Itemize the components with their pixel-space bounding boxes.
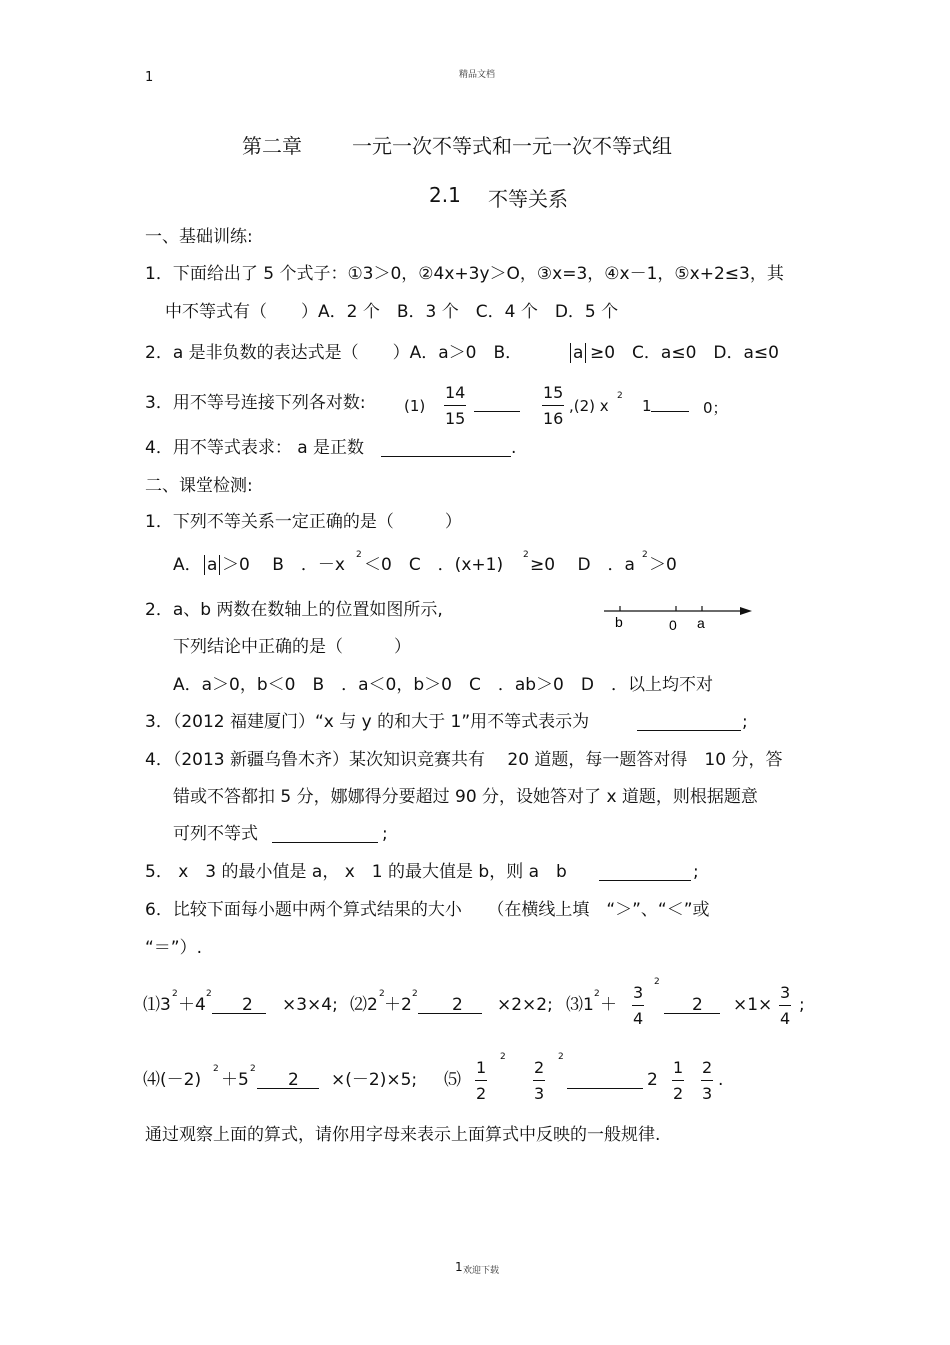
p2-question-1: 1．下列不等关系一定正确的是（ ） xyxy=(145,512,462,532)
p2-question-1-sup-2: 2 xyxy=(523,550,529,560)
p1-question-3-part3: 1 xyxy=(642,397,652,415)
p1-question-3-part1: (1) xyxy=(404,397,426,415)
footer-text: 欢迎下载 xyxy=(463,1266,500,1276)
footer-page-number: 1 xyxy=(455,1260,463,1274)
p1-question-3-fraction-1 xyxy=(444,383,466,428)
expr-5-f-sup: 2 xyxy=(500,1052,506,1062)
section-number: 2.1 xyxy=(429,183,461,207)
expr-5-fraction-2 xyxy=(533,1058,545,1103)
number-line xyxy=(598,598,758,638)
expr-4-b: ＋5 xyxy=(221,1070,249,1090)
fraction-numerator: 2 xyxy=(533,1058,545,1081)
expr-1-blank xyxy=(212,1013,266,1014)
part2-heading: 二、课堂检测: xyxy=(145,476,253,496)
expr-1-a-sup: 2 xyxy=(172,989,178,999)
p2-question-4-line3: 可列不等式 xyxy=(173,824,258,844)
expr-3-n: ; xyxy=(799,995,805,1015)
expr-3-m: ×1× xyxy=(733,995,773,1015)
expr-3-j: ＋ xyxy=(600,995,617,1015)
p1-question-3-blank-2 xyxy=(651,411,689,412)
number-line-label-0: 0 xyxy=(669,617,677,633)
p2-question-6-line1: 6．比较下面每小题中两个算式结果的大小 （在横线上填 “＞”、“＜”或 xyxy=(145,900,710,920)
expr-2-e-sup: 2 xyxy=(379,989,385,999)
expr-2-e: ⑵2 xyxy=(350,995,378,1015)
p2-question-1-opt-a: A． xyxy=(173,555,202,575)
fraction-denominator: 2 xyxy=(673,1084,684,1103)
fraction-numerator: 3 xyxy=(779,983,791,1006)
p1-question-4: 4．用不等式表求： a 是正数 xyxy=(145,438,365,458)
expr-2-blank xyxy=(418,1013,482,1014)
expr-1-a: ⑴3 xyxy=(143,995,171,1015)
p2-question-4-line2: 错或不答都扣 5 分，娜娜得分要超过 90 分，设她答对了 x 道题，则根据题意 xyxy=(173,787,758,807)
fraction-denominator: 2 xyxy=(476,1084,487,1103)
expr-2-h: ×2×2; xyxy=(497,995,553,1015)
fraction-denominator: 3 xyxy=(702,1084,713,1103)
p2-question-3-blank xyxy=(637,730,741,731)
expr-3-fraction-2 xyxy=(779,983,791,1028)
fraction-numerator: 15 xyxy=(542,383,564,406)
p1-question-3-blank-1 xyxy=(474,411,520,412)
expr-5-fraction-4 xyxy=(701,1058,713,1103)
expr-2-f: ＋2 xyxy=(384,995,412,1015)
expr-5-fraction-3 xyxy=(672,1058,684,1103)
fraction-numerator: 3 xyxy=(632,983,644,1006)
p2-question-2-line1: 2．a、b 两数在数轴上的位置如图所示, xyxy=(145,600,443,620)
expr-3-k-sup: 2 xyxy=(654,977,660,987)
p2-question-1-sup-3: 2 xyxy=(642,550,648,560)
p2-question-1-opt-b2: ＜0 C ．(x+1) xyxy=(364,555,504,575)
fraction-numerator: 1 xyxy=(672,1058,684,1081)
p1-question-1-line1: 1．下面给出了 5 个式子：①3＞0，②4x+3y＞O，③x=3，④x－1，⑤x+2≤3，其 xyxy=(145,264,784,284)
expr-4-c: 2 xyxy=(288,1070,299,1090)
page-number-top: 1 xyxy=(145,70,154,85)
p2-question-1-opt-a2: ＞0 B ．－x xyxy=(222,555,345,575)
p2-question-2-line2: 下列结论中正确的是（ ） xyxy=(173,637,411,657)
fraction-denominator: 16 xyxy=(543,409,564,428)
fraction-numerator: 1 xyxy=(475,1058,487,1081)
expr-1-b: ＋4 xyxy=(178,995,206,1015)
number-line-label-b: b xyxy=(615,614,623,630)
part1-heading: 一、基础训练: xyxy=(145,227,253,247)
p2-question-3-end: ; xyxy=(742,712,748,732)
expr-5-blank xyxy=(567,1088,643,1089)
number-line-label-a: a xyxy=(697,615,705,631)
expr-4-b-sup: 2 xyxy=(250,1064,256,1074)
expr-5-i: . xyxy=(718,1070,724,1090)
p2-question-2-options: A．a＞0，b＜0 B ．a＜0，b＞0 C ．ab＞0 D ．以上均不对 xyxy=(173,675,713,695)
chapter-label: 第二章 xyxy=(242,134,302,158)
expr-4-a: ⑷(－2) xyxy=(143,1070,202,1090)
p2-question-1-opt-c2: ≥0 D ．a xyxy=(530,555,635,575)
p2-question-4-end: ; xyxy=(382,824,388,844)
p1-question-1-line2: 中不等式有（ ）A．2 个 B．3 个 C．4 个 D．5 个 xyxy=(165,302,619,322)
p2-question-6-line2: “＝”）. xyxy=(145,938,203,958)
fraction-numerator: 14 xyxy=(444,383,466,406)
p2-question-1-opt-d2: ＞0 xyxy=(649,555,677,575)
chapter-title: 一元一次不等式和一元一次不等式组 xyxy=(352,134,672,158)
expr-1-d: ×3×4; xyxy=(282,995,338,1015)
p1-question-3-part4: 0； xyxy=(703,399,728,417)
expr-4-a-sup: 2 xyxy=(213,1064,219,1074)
p2-question-3: 3．（2012 福建厦门）“x 与 y 的和大于 1”用不等式表示为 xyxy=(145,712,590,732)
watermark-text: 精品文档 xyxy=(459,70,496,80)
p1-question-4-blank xyxy=(381,456,511,457)
p2-question-4-blank xyxy=(272,842,378,843)
expr-5-g-sup: 2 xyxy=(558,1052,564,1062)
p2-question-1-sup-1: 2 xyxy=(356,550,362,560)
expr-3-l: 2 xyxy=(692,995,703,1015)
expr-5-e: ⑸ xyxy=(444,1070,461,1090)
p1-question-4-end: . xyxy=(511,438,517,458)
p2-question-4-line1: 4．（2013 新疆乌鲁木齐）某次知识竞赛共有 20 道题，每一题答对得 10 分，答 xyxy=(145,750,783,770)
section-title: 不等关系 xyxy=(488,187,568,211)
p1-question-3-part2: ,(2) x xyxy=(569,397,609,415)
fraction-denominator: 4 xyxy=(780,1009,791,1028)
fraction-numerator: 2 xyxy=(701,1058,713,1081)
p2-question-5-end: ; xyxy=(693,862,699,882)
p1-question-3-text: 3．用不等号连接下列各对数: xyxy=(145,393,366,413)
expr-5-fraction-1 xyxy=(475,1058,487,1103)
fraction-denominator: 15 xyxy=(445,409,466,428)
expr-1-c: 2 xyxy=(242,995,253,1015)
p1-question-2-b: ≥0 C．a≤0 D．a≤0 xyxy=(590,343,779,363)
p2-question-5: 5． x 3 的最小值是 a， x 1 的最大值是 b，则 a b xyxy=(145,862,567,882)
expr-4-d: ×(－2)×5; xyxy=(331,1070,418,1090)
expr-2-f-sup: 2 xyxy=(412,989,418,999)
p1-question-2-abs: a xyxy=(570,343,586,363)
expr-3-fraction-1 xyxy=(632,983,644,1028)
p2-question-1-abs: a xyxy=(204,555,220,575)
expr-5-h: 2 xyxy=(647,1070,658,1090)
expr-2-g: 2 xyxy=(452,995,463,1015)
p2-question-5-blank xyxy=(599,880,691,881)
p1-question-3-superscript: 2 xyxy=(617,391,623,401)
p1-question-2-a: 2．a 是非负数的表达式是（ ）A．a＞0 B． xyxy=(145,343,523,363)
expr-3-i: ⑶1 xyxy=(566,995,594,1015)
expr-1-b-sup: 2 xyxy=(206,989,212,999)
conclusion-text: 通过观察上面的算式，请你用字母来表示上面算式中反映的一般规律. xyxy=(145,1125,661,1145)
fraction-denominator: 3 xyxy=(534,1084,545,1103)
fraction-denominator: 4 xyxy=(633,1009,644,1028)
p1-question-3-fraction-2 xyxy=(542,383,564,428)
expr-3-i-sup: 2 xyxy=(594,989,600,999)
